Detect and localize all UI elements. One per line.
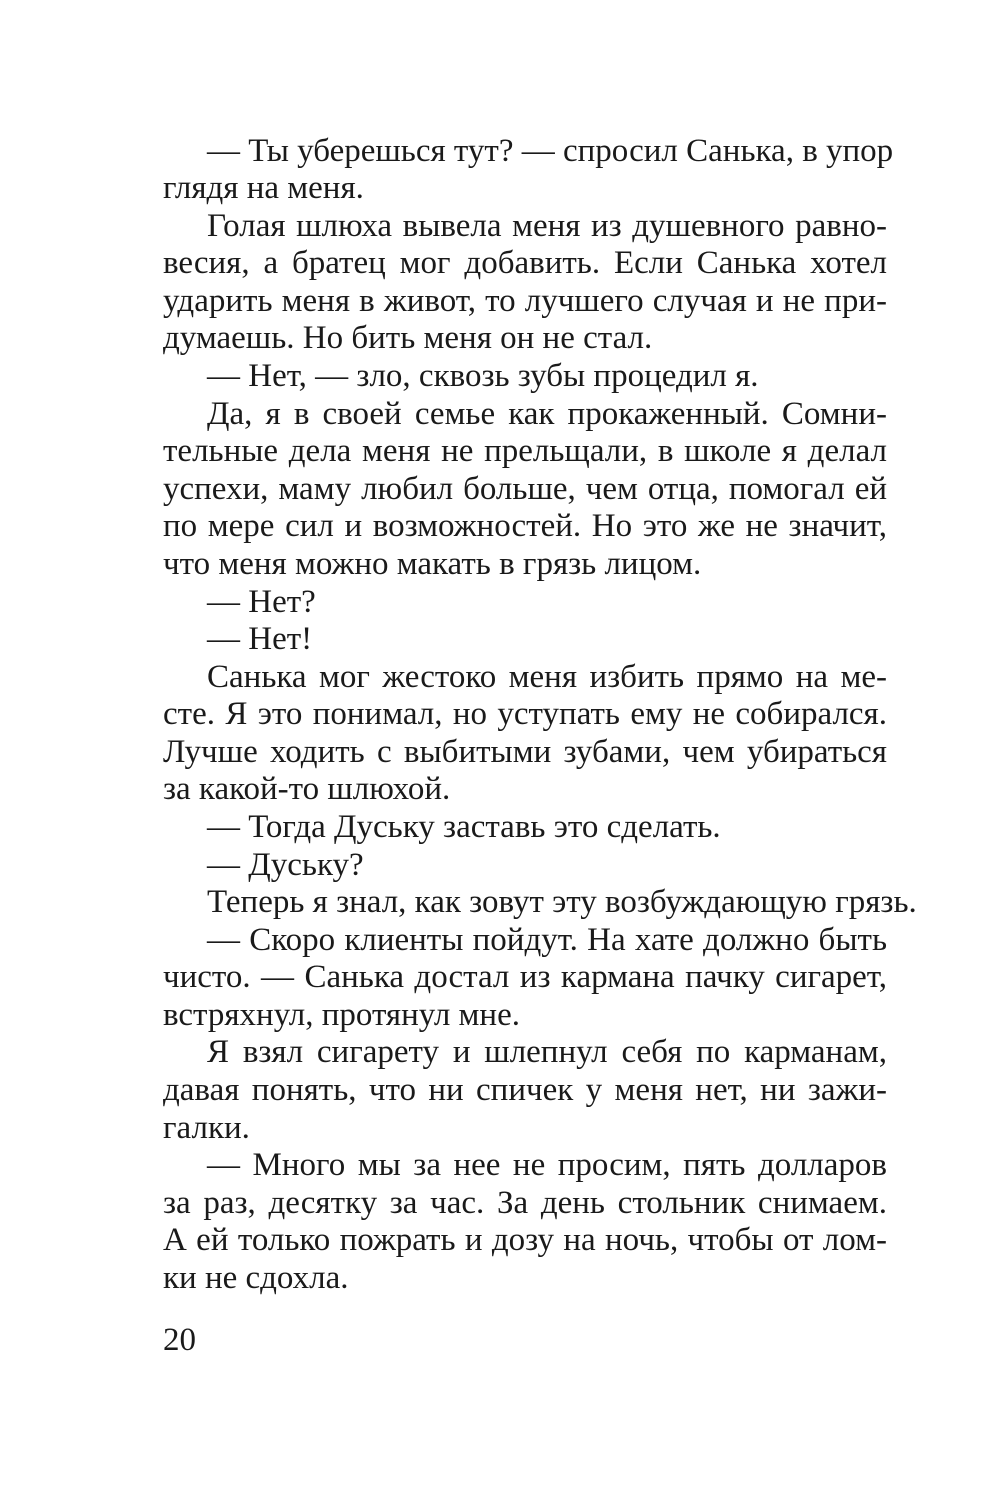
text-line: — Нет? bbox=[207, 584, 316, 620]
text-line: Теперь я знал, как зовут эту возбуждающую грязь. bbox=[207, 884, 917, 920]
text-line: — Нет, — зло, сквозь зубы процедил я. bbox=[207, 358, 759, 394]
text-line: тельные дела меня не прельщали, в школе я делал bbox=[163, 433, 887, 469]
text-line: ки не сдохла. bbox=[163, 1260, 349, 1296]
text-line: — Скоро клиенты пойдут. На хате должно быть bbox=[207, 922, 887, 958]
text-line: встряхнул, протянул мне. bbox=[163, 997, 520, 1033]
text-line: глядя на меня. bbox=[163, 170, 364, 206]
text-line: ударить меня в живот, то лучшего случая и не при- bbox=[163, 283, 887, 319]
text-line: думаешь. Но бить меня он не стал. bbox=[163, 320, 653, 356]
text-line: Санька мог жестоко меня избить прямо на ме- bbox=[207, 659, 887, 695]
text-line: по мере сил и возможностей. Но это же не значит, bbox=[163, 508, 887, 544]
text-line: весия, а братец мог добавить. Если Санька хотел bbox=[163, 245, 887, 281]
text-line: — Много мы за нее не просим, пять долларов bbox=[207, 1147, 887, 1183]
text-line: Да, я в своей семье как прокаженный. Сомни- bbox=[207, 396, 887, 432]
text-line: Голая шлюха вывела меня из душевного равно- bbox=[207, 208, 887, 244]
text-line: А ей только пожрать и дозу на ночь, чтобы от лом- bbox=[163, 1222, 887, 1258]
page-number: 20 bbox=[163, 1322, 196, 1358]
text-line: за какой-то шлюхой. bbox=[163, 771, 451, 807]
text-line: — Ты уберешься тут? — спросил Санька, в упор bbox=[207, 133, 894, 169]
text-line: сте. Я это понимал, но уступать ему не собирался. bbox=[163, 696, 887, 732]
text-line: — Дуську? bbox=[207, 847, 364, 883]
text-line: за раз, десятку за час. За день стольник снимаем. bbox=[163, 1185, 887, 1221]
text-line: — Нет! bbox=[207, 621, 313, 657]
text-line: чисто. — Санька достал из кармана пачку сигарет, bbox=[163, 959, 887, 995]
text-line: давая понять, что ни спичек у меня нет, ни зажи- bbox=[163, 1072, 887, 1108]
text-line: успехи, маму любил больше, чем отца, помогал ей bbox=[163, 471, 887, 507]
text-line: Лучше ходить с выбитыми зубами, чем убираться bbox=[163, 734, 887, 770]
text-line: что меня можно макать в грязь лицом. bbox=[163, 546, 702, 582]
text-line: Я взял сигарету и шлепнул себя по карманам, bbox=[207, 1034, 887, 1070]
text-line: — Тогда Дуську заставь это сделать. bbox=[207, 809, 721, 845]
text-line: галки. bbox=[163, 1110, 250, 1146]
